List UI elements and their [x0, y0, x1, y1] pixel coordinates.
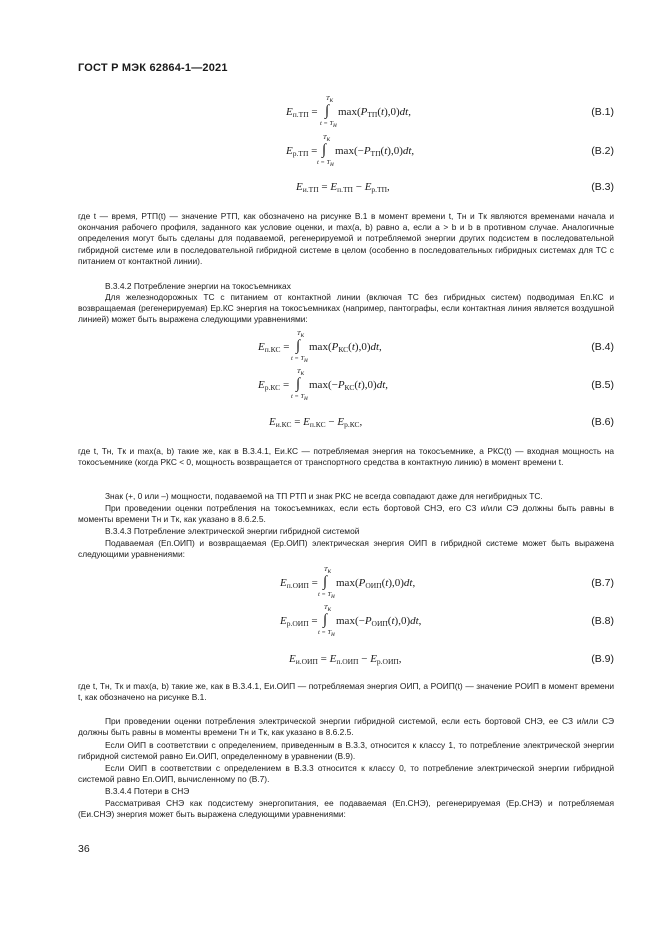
equation-number: (В.7): [591, 577, 614, 589]
equation-number: (В.3): [591, 181, 614, 193]
equation-number: (В.4): [591, 341, 614, 353]
page-number: 36: [78, 843, 90, 855]
paragraph-class-1: Если ОИП в соответствии с определением, приведенным в В.3.3, относится к классу 1, то потребление электрической энергии гибридной системой равно Eи.ОИП, определенному в уравнении (В.9).: [78, 740, 614, 762]
paragraph-hybrid-eval: При проведении оценки потребления электрической энергии гибридной системой, если есть бортовой СНЭ, ее СЗ и/или СЭ должны быть равны в моменты времени Tн и Tк, как указано в 8.6.2.5.: [78, 716, 614, 738]
heading-b342: В.3.4.2 Потребление энергии на токосъемниках: [105, 281, 291, 291]
equation-b6: $E_{и.КС} = E_{п.КС} - E_{р.КС}$, (В.6): [0, 408, 661, 436]
equation-number: (В.6): [591, 416, 614, 428]
paragraph-pantograph: Для железнодорожных ТС с питанием от контактной линии (включая ТС без гибридных систем) подводимая Eп.КС и возвращаемая (регенерируемая) Eр.КС энергия на токосъемниках (например, пантографы, если контактная линия является воздушной линией) может быть выражена следующими уравнениями:: [78, 292, 614, 325]
paragraph-where-t: где t — время, PТП(t) — значение PТП, как обозначено на рисунке В.1 в момент времени t, Tн и Tк являются временами начала и окончания рабочего профиля, заданного как условие оценки, и max(a, b) равно a, если a > b и b в противном случае. Аналогичные определения могут быть сделаны для подаваемой, регенерируемой и потребляемой энергии других подсистем в последовательной гибридной системе или в последовательной гибридной системе в целом (особенно в последовательных гибридных системах для ТС с питанием от контактной линии).: [78, 211, 614, 266]
equation-b5: $E_{р.КС}$ = $T_к$ ∫ $t = T_н$ $\max(-P_{КС}(t),0)dt$, (В.5): [258, 368, 614, 402]
paragraph-collector-eval: При проведении оценки потребления на токосъемниках, если есть бортовой СНЭ, его СЗ и/или СЭ должны быть равны в моменты времени Tн и Tк, как указано в 8.6.2.5.: [78, 503, 614, 525]
equation-number: (В.2): [591, 145, 614, 157]
paragraph-where-t-3: где t, Tн, Tк и max(a, b) такие же, как в В.3.4.1, Eи.ОИП — потребляемая энергия ОИП, а PОИП(t) — значение PОИП в момент времени t, как обозначено на рисунке В.1.: [78, 681, 614, 703]
paragraph-hybrid-supply: Подаваемая (Eп.ОИП) и возвращаемая (Eр.ОИП) электрическая энергия ОИП в гибридной системе может быть выражена следующими уравнениями:: [78, 538, 614, 560]
equation-b1: $E_{п.ТП}$ = $T_к$ ∫ $t = T_н$ $\max(P_{ТП}(t),0)dt$, (В.1): [286, 95, 614, 129]
equation-b9: $E_{и.ОИП} = E_{п.ОИП} - E_{р.ОИП}$, (В.9): [0, 645, 661, 673]
equation-b4: $E_{п.КС}$ = $T_к$ ∫ $t = T_н$ $\max(P_{КС}(t),0)dt$, (В.4): [258, 330, 614, 364]
equation-number: (В.9): [591, 653, 614, 665]
document-header: ГОСТ Р МЭК 62864-1—2021: [78, 62, 228, 74]
equation-b2: $E_{р.ТП}$ = $T_к$ ∫ $t = T_н$ $\max(-P_{ТП}(t),0)dt$, (В.2): [286, 134, 614, 168]
paragraph-class-0: Если ОИП в соответствии с определением в В.3.3 относится к классу 0, то потребление электрической энергии гибридной системой равно Eп.ОИП, вычисленному по (В.7).: [78, 763, 614, 785]
heading-b343: В.3.4.3 Потребление электрической энергии гибридной системой: [105, 526, 360, 536]
equation-b3: $E_{и.ТП} = E_{п.ТП} - E_{р.ТП}$, (В.3): [0, 173, 661, 201]
equation-b7: $E_{п.ОИП}$ = $T_к$ ∫ $t = T_н$ $\max(P_{ОИП}(t),0)dt$, (В.7): [280, 566, 614, 600]
equation-number: (В.8): [591, 615, 614, 627]
equation-number: (В.1): [591, 106, 614, 118]
equation-b8: $E_{р.ОИП}$ = $T_к$ ∫ $t = T_н$ $\max(-P_{ОИП}(t),0)dt$, (В.8): [280, 604, 614, 638]
paragraph-where-t-2: где t, Tн, Tк и max(a, b) такие же, как в В.3.4.1, Eи.КС — потребляемая энергия на токосъемнике, а PКС(t) — входная мощность на токосъемнике (когда PКС < 0, мощность возвращается от транспортного средства в контактную линию) в момент времени t.: [78, 446, 614, 468]
equation-number: (В.5): [591, 379, 614, 391]
paragraph-sign: Знак (+, 0 или –) мощности, подаваемой на ТП PТП и знак PКС не всегда совпадают даже для негибридных ТС.: [105, 491, 543, 501]
heading-b344: В.3.4.4 Потери в СНЭ: [105, 786, 190, 796]
paragraph-ess: Рассматривая СНЭ как подсистему энергопитания, ее подаваемая (Eп.СНЭ), регенерируемая (Eр.СНЭ) и потребляемая (Eи.СНЭ) энергия может быть выражена следующими уравнениями:: [78, 798, 614, 820]
